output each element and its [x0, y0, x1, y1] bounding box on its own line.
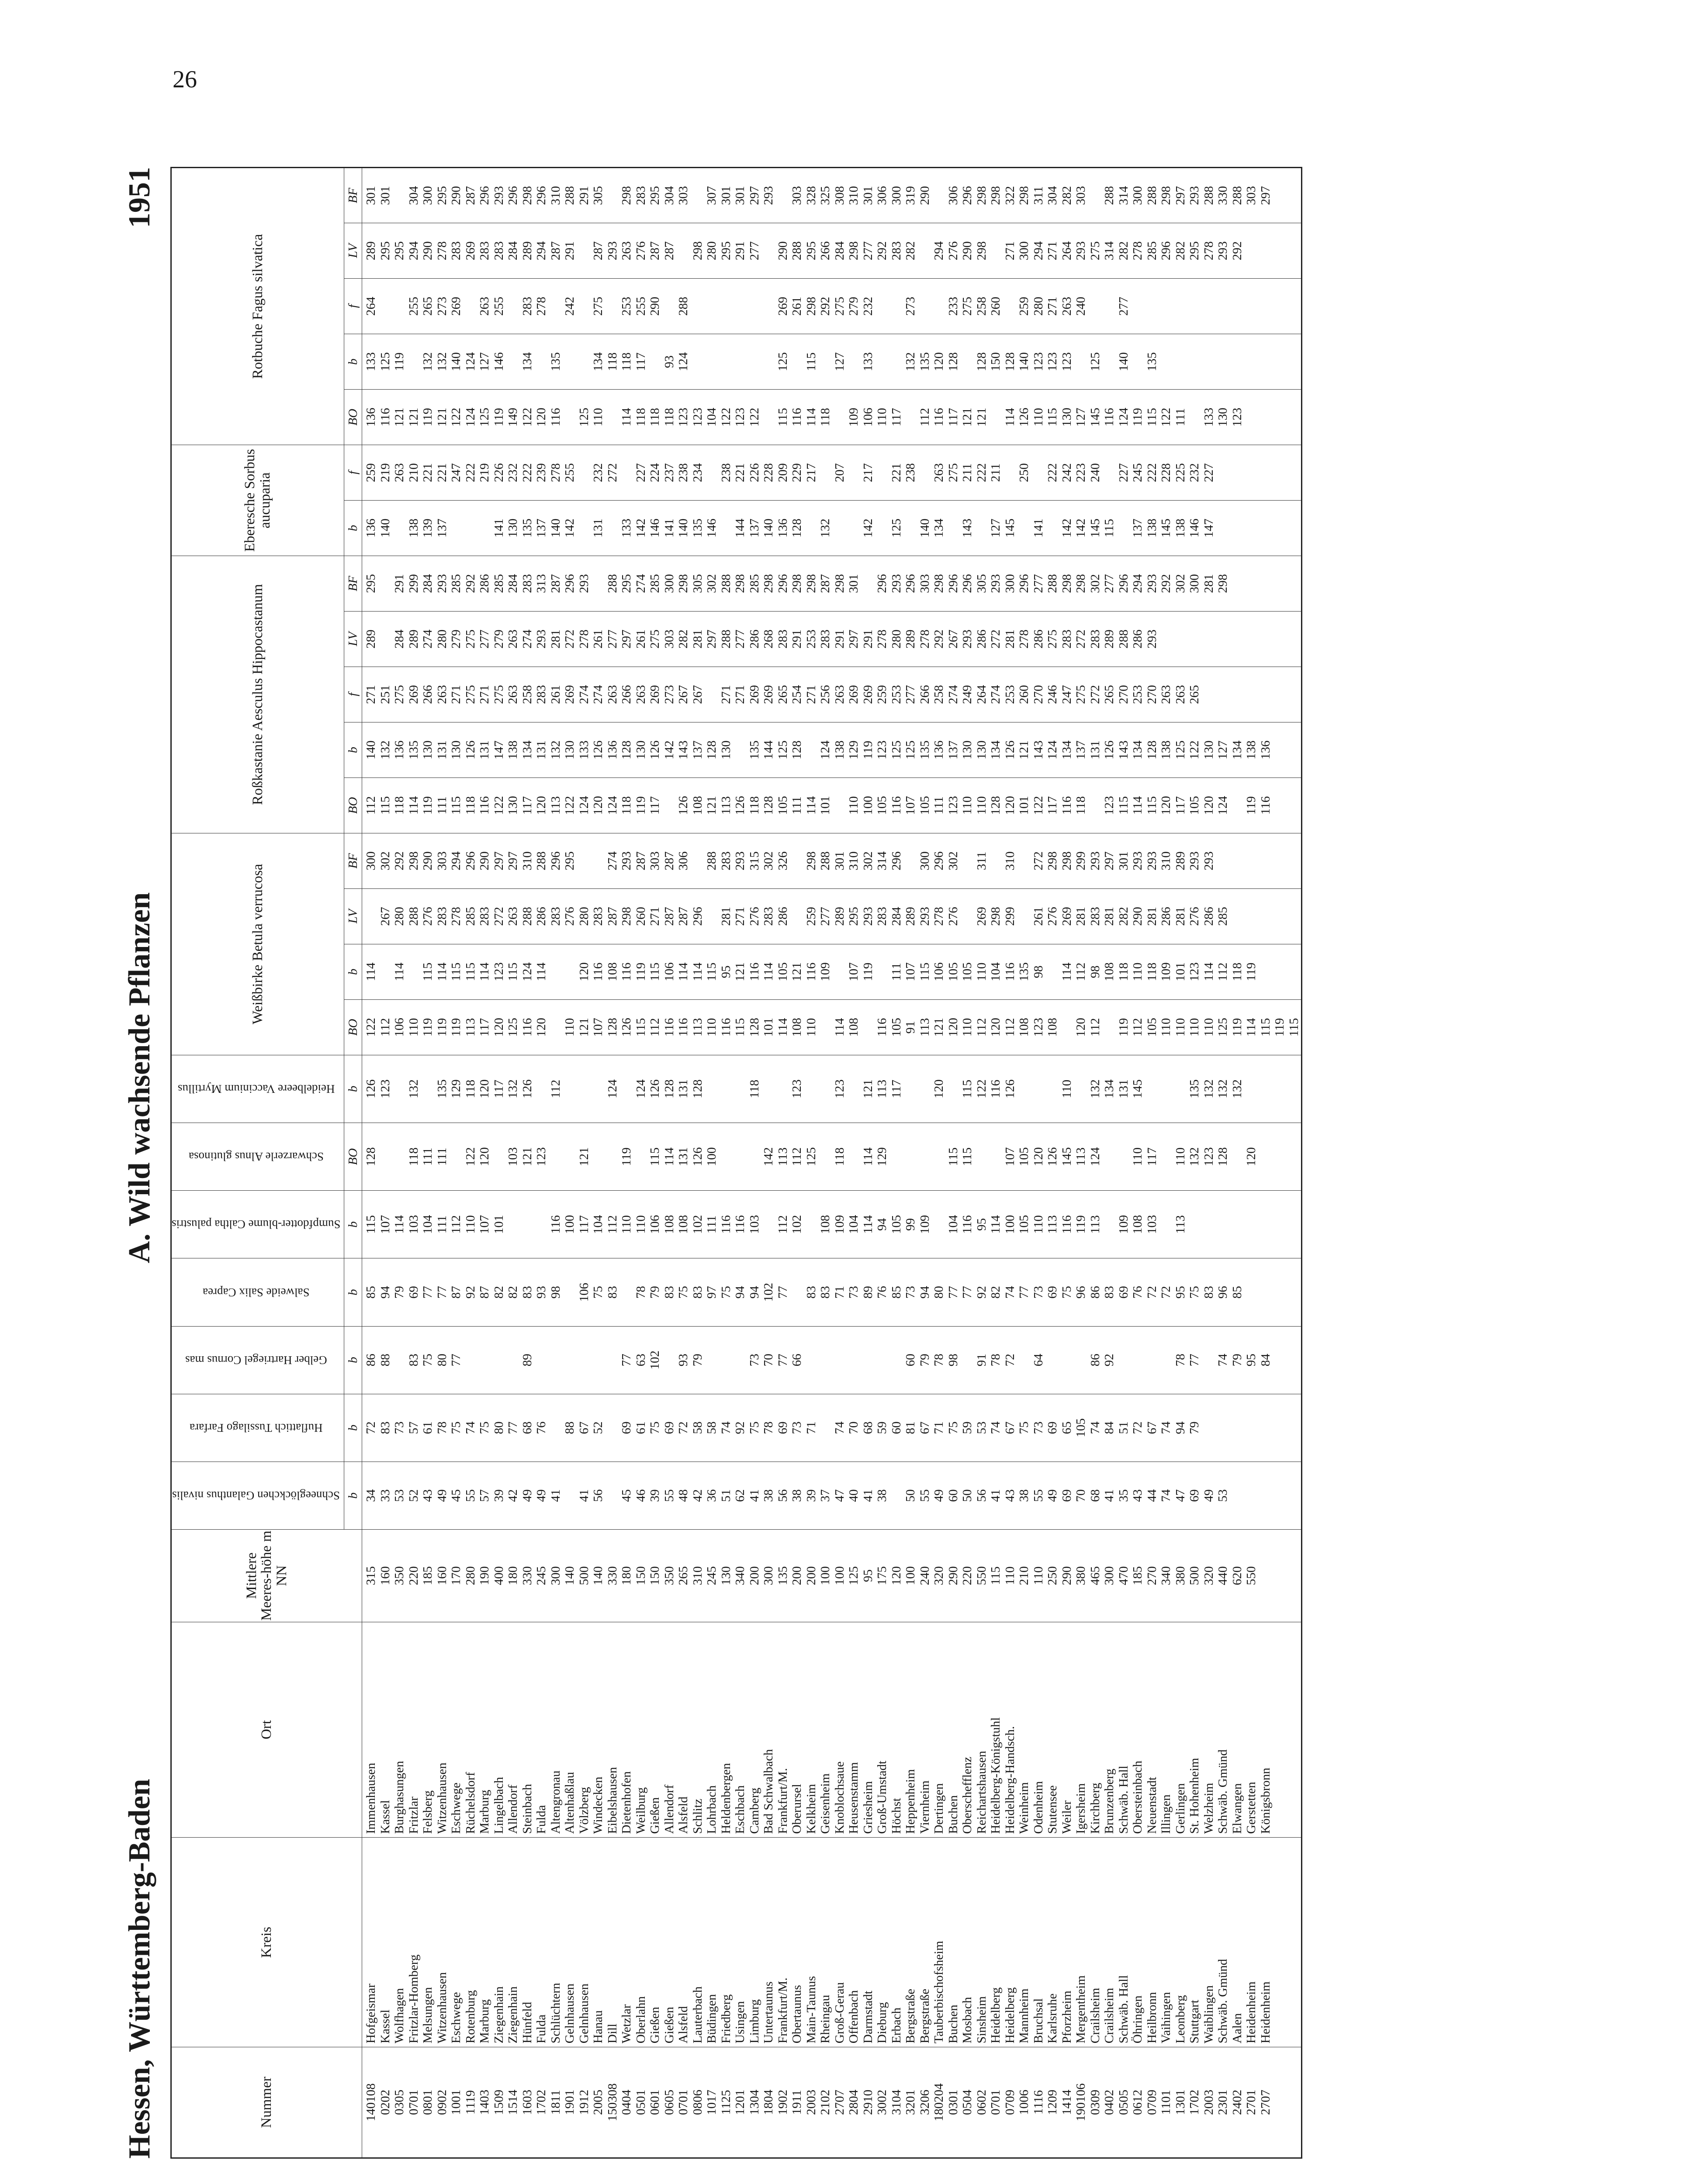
sub-bo: BO [344, 390, 362, 445]
col-kreis: Kreis [171, 1838, 362, 2047]
sub-b: b [344, 1462, 362, 1529]
year-heading: 1951 [123, 167, 156, 228]
col-schneegloeckchen: Schneeglöckchen Galanthus nivalis [171, 1462, 344, 1529]
col-hartriegel: Gelber Hartriegel Cornus mas [171, 1326, 344, 1394]
sub-bf: BF [344, 556, 362, 612]
sub-b: b [344, 722, 362, 778]
section-heading: A. Wild wachsende Pflanzen [123, 892, 156, 1263]
buche-f-cells: 264 255 265 273 269 263 255 283 278 242 275 253 255 290 288 269 261 298 292 275 279 232 273 233 275 258 260 259 280 271 263 240 277 [362, 279, 1302, 334]
heidel-cells: 126 123 132 135 129 118 120 117 132 126 112 124 124 126 128 131 128 118 123 123 121 113 117 120 115 122 116 126 110 132 134 131 145 135 132 132 132 [362, 1055, 1302, 1123]
sub-bo: BO [344, 1123, 362, 1191]
sub-b: b [344, 944, 362, 999]
kastanie-b-cells: 140 132 136 135 130 131 130 126 131 147 138 134 131 132 130 133 126 136 128 130 126 142 143 137 128 130 135 144 125 128 124 138 129 119 123 125 125 135 136 137 130 130 134 126 121 143 124 134 137 131 126 143 134 128 138 125 122 130 127 134 138 136 [362, 722, 1302, 778]
birke-b-cells: 114 114 115 114 115 115 114 123 115 124 114 120 116 108 116 119 115 106 114 114 115 95 121 116 114 105 121 116 109 107 119 111 107 115 106 105 105 110 104 116 135 98 114 112 98 108 118 110 118 109 101 123 114 112 118 119 [362, 944, 1302, 999]
kreis-cells: Hofgeismar Kassel Wolfhagen Fritzlar-Homberg Melsungen Witzenhausen Eschwege Rotenburg Marburg Ziegenhain Ziegenhain Hünfeld Fulda Schlüchtern Gelnhausen Gelnhausen Hanau Dill Wetzlar Oberlahn Gießen Gießen Alsfeld Lauterbach Büdingen Friedberg Usingen Limburg Untertaunus Frankfurt/M. Obertaunus Main-Taunus Rheingau Groß-Gerau Offenbach Darmstadt Dieburg Erbach Bergstraße Bergstraße Tauberbischofsheim Buchen Mosbach Sinsheim Heidelberg Heidelberg Mannheim Bruchsal Karlsruhe Pforzheim Mergentheim Crailsheim Crailsheim Schwäb. Hall Öhringen Heilbronn Vaihingen Leonberg Stuttgart Waiblingen Schwäb. Gmünd Aalen Heidenheim Heidenheim [362, 1838, 1302, 2047]
hoehe-cells: 315 160 350 220 185 160 170 280 190 400 180 330 245 300 140 500 140 330 180 150 150 350 265 310 245 130 340 200 300 135 200 200 100 100 125 95 175 120 100 240 320 290 220 550 115 110 210 110 250 290 380 465 300 470 185 270 340 380 500 320 440 620 550 [362, 1530, 1302, 1622]
sub-f: f [344, 667, 362, 722]
eberesche-f-cells: 259 219 263 210 221 221 247 222 219 226 232 222 239 278 255 232 272 227 224 237 238 234 238 221 226 228 209 229 217 207 217 221 238 263 275 211 222 211 250 222 242 223 240 227 245 222 228 225 232 227 [362, 445, 1302, 501]
sub-b: b [344, 1258, 362, 1326]
sub-bf: BF [344, 833, 362, 888]
buche-b-cells: 133 125 119 132 132 140 124 127 146 134 135 134 118 118 117 93 124 125 115 127 133 132 135 120 128 128 150 128 140 123 123 123 125 140 135 [362, 334, 1302, 390]
sub-f: f [344, 279, 362, 334]
col-schwarzerle: Schwarzerle Alnus glutinosa [171, 1123, 344, 1191]
sub-bf: BF [344, 168, 362, 223]
eberesche-b-cells: 136 140 138 139 137 141 130 135 137 140 142 131 133 142 146 141 140 135 146 144 137 140 136 128 132 142 125 140 134 143 127 145 141 142 142 145 115 137 138 145 138 146 147 [362, 501, 1302, 556]
table-block [122, 167, 1651, 2159]
sub-lv: LV [344, 888, 362, 944]
birke-bf-cells: 300 302 292 298 290 303 294 296 290 297 297 310 288 296 295 274 293 287 303 287 306 288 283 293 315 302 326 298 288 301 310 302 314 296 300 296 302 311 310 272 298 298 299 293 297 301 293 293 310 289 293 293 [362, 833, 1302, 888]
salweide-cells: 85 94 79 69 77 77 87 92 87 82 82 83 93 98 106 75 83 78 79 83 75 83 97 75 94 94 102 77 83 83 71 73 89 76 85 73 94 80 77 77 92 82 74 77 73 69 75 96 86 83 69 76 72 72 95 75 83 96 85 [362, 1258, 1302, 1326]
col-nummer: Nummer [171, 2047, 362, 2158]
schnee-cells: 34 33 53 52 43 49 45 55 57 39 42 49 49 41 41 56 45 46 39 55 48 42 36 51 62 41 38 56 38 39 37 47 40 41 38 50 55 49 60 50 56 41 43 38 55 49 69 70 68 41 35 43 44 74 47 69 49 53 [362, 1462, 1302, 1529]
kastanie-bo-cells: 112 115 118 114 119 111 115 118 116 122 130 117 120 113 122 124 120 124 118 119 117 126 108 121 113 126 118 128 105 111 114 101 110 100 105 116 107 105 111 123 110 110 128 120 101 122 117 116 118 123 115 114 115 120 117 105 120 124 119 116 [362, 778, 1302, 833]
col-rotbuche: Rotbuche Fagus silvatica [171, 168, 344, 445]
col-ort: Ort [171, 1622, 362, 1838]
sub-bo: BO [344, 778, 362, 833]
sub-b: b [344, 1055, 362, 1123]
sub-bo: BO [344, 999, 362, 1055]
huflattich-cells: 72 83 73 57 61 78 75 74 75 80 77 68 76 88 67 52 69 61 75 69 72 58 58 74 92 75 78 69 73 71 74 70 68 59 60 81 67 71 75 59 53 74 67 75 73 69 65 105 74 84 51 72 67 74 94 79 [362, 1394, 1302, 1462]
hartriegel-cells: 86 88 83 75 80 77 89 77 63 102 93 79 73 70 77 66 60 79 78 98 91 78 72 64 86 92 78 77 74 79 95 84 [362, 1326, 1302, 1394]
buche-lv-cells: 289 295 295 294 290 278 283 269 283 283 284 289 294 287 291 287 293 263 276 287 287 298 280 295 291 277 290 288 295 266 284 298 277 292 283 282 294 276 290 298 271 300 294 271 264 293 275 314 282 278 285 296 282 295 278 293 292 [362, 223, 1302, 279]
col-huflattich: Huflattich Tussilago Farfara [171, 1394, 344, 1462]
phenology-table [170, 167, 1302, 2159]
erle-cells: 128 118 111 111 122 120 103 121 123 121 119 115 114 131 126 100 142 113 112 125 118 114 129 115 115 107 105 120 126 145 113 124 110 117 110 132 123 128 120 [362, 1123, 1302, 1191]
col-weissbirke: Weißbirke Betula verrucosa [171, 833, 344, 1055]
birke-lv-cells: 267 280 288 276 283 278 285 283 272 263 288 286 283 276 280 283 287 298 260 271 287 287 296 281 271 276 283 286 259 277 289 295 293 283 284 289 293 278 276 269 298 299 261 276 269 281 283 281 282 290 281 286 281 276 286 285 [362, 888, 1302, 944]
col-hoehe: Mittlere Meeres-höhe m NN [171, 1530, 362, 1622]
sub-lv: LV [344, 223, 362, 279]
kastanie-f-cells: 271 251 275 269 266 263 271 275 271 275 263 258 283 261 269 274 274 263 266 263 269 273 267 267 271 271 269 269 265 254 271 256 263 269 269 259 253 277 266 258 274 249 264 274 253 260 270 246 247 275 272 265 270 253 270 263 263 265 [362, 667, 1302, 722]
sub-b: b [344, 1191, 362, 1258]
sub-b: b [344, 1394, 362, 1462]
sub-b: b [344, 334, 362, 390]
col-sumpfdotterblume: Sumpfdotter-blume Caltha palustris [171, 1191, 344, 1258]
sumpf-cells: 115 107 114 103 104 111 112 110 107 101 116 100 117 104 112 110 110 106 108 108 102 111 116 116 103 112 102 108 109 104 114 94 105 99 109 104 116 95 114 100 105 110 113 116 119 113 109 108 103 113 [362, 1191, 1302, 1258]
buche-bf-cells: 301 301 304 300 295 290 287 296 293 296 298 296 310 288 291 305 298 283 295 304 303 307 301 301 297 293 303 328 325 308 310 301 306 300 319 290 306 296 298 298 322 298 311 304 282 303 288 314 300 288 298 297 293 288 330 288 303 297 [362, 168, 1302, 223]
buche-bo-cells: 136 116 121 121 119 121 122 124 125 119 149 122 120 116 125 110 114 118 118 118 123 123 104 122 123 122 115 116 114 118 109 106 110 117 112 116 117 121 121 114 126 110 115 130 127 145 116 124 119 115 122 111 133 130 123 [362, 390, 1302, 445]
col-rosskastanie: Roßkastanie Aesculus Hippocastanum [171, 556, 344, 833]
sub-lv: LV [344, 612, 362, 667]
col-salweide: Salweide Salix Caprea [171, 1258, 344, 1326]
page-number: 26 [173, 66, 197, 93]
region-heading: Hessen, Württemberg-Baden [123, 1779, 156, 2159]
kastanie-bf-cells: 295 291 299 284 293 285 292 286 285 284 283 313 287 296 293 288 295 274 285 300 298 305 302 288 298 285 298 296 298 298 287 298 301 296 293 296 303 298 296 296 305 293 300 296 277 288 298 298 302 277 296 294 293 292 302 300 281 298 [362, 556, 1302, 612]
sub-b: b [344, 501, 362, 556]
nummer-cells: 140108 0202 0305 0701 0801 0902 1001 1119 1403 1509 1514 1603 1702 1811 1901 1912 2005 150308 0404 0501 0601 0605 0701 0806 1017 1125 1201 1304 1804 1902 1911 2003 2102 2707 2804 2910 3002 3104 3201 3206 180204 0301 0504 0602 0701 0709 1006 1116 1209 1414 190106 0309 0402 0505 0612 0709 1101 1301 1702 2003 2301 2402 2701 2707 [362, 2047, 1302, 2158]
col-eberesche: Eberesche Sorbus aucuparia [171, 445, 344, 556]
col-heidelbeere: Heidelbeere Vaccinium Myrtillus [171, 1055, 344, 1123]
sub-f: f [344, 445, 362, 501]
birke-bo-cells: 122 112 106 110 119 119 119 113 117 120 125 116 120 110 121 107 128 126 115 112 116 116 113 110 116 115 128 101 114 108 110 114 108 116 105 91 113 121 120 110 112 120 112 108 123 108 120 112 119 112 105 110 110 110 110 125 119 114 115 119 115 [362, 999, 1302, 1055]
sub-b: b [344, 1326, 362, 1394]
kastanie-lv-cells: 289 284 289 274 280 279 275 277 279 263 274 293 281 272 278 261 277 297 261 275 303 282 281 297 288 277 286 268 283 291 253 283 291 297 291 278 280 289 278 292 267 293 286 272 281 278 286 275 283 272 283 289 288 286 293 [362, 612, 1302, 667]
ort-cells: Immenhausen Kassel Burghasungen Fritzlar Felsberg Witzenhausen Eschwege Rüchelsdorf Marburg Lingelbach Allendorf Steinbach Fulda Altengronau Altenhaßlau Völzberg Windecken Eibelshausen Dietenhofen Weilburg Gießen Allendorf Alsfeld Schlitz Lohrbach Heldenbergen Eschbach Camberg Bad Schwalbach Frankfurt/M. Oberursel Kelkheim Geisenheim Knoblochsaue Heusenstamm Griesheim Groß-Umstadt Höchst Heppenheim Viernheim Dertingen Buchen Oberschefflenz Reichartshausen Heidelberg-Königstuhl Heidelberg-Handsch. Weinheim Odenheim Stutensee Weiler Igersheim Kirchberg Brunzenberg Schwäb. Hall Obersteinbach Neuenstadt Illingen Gerlingen St. Hohenheim Welzheim Schwäb. Gmünd Elwangen Gerstetten Königsbronn [362, 1622, 1302, 1838]
